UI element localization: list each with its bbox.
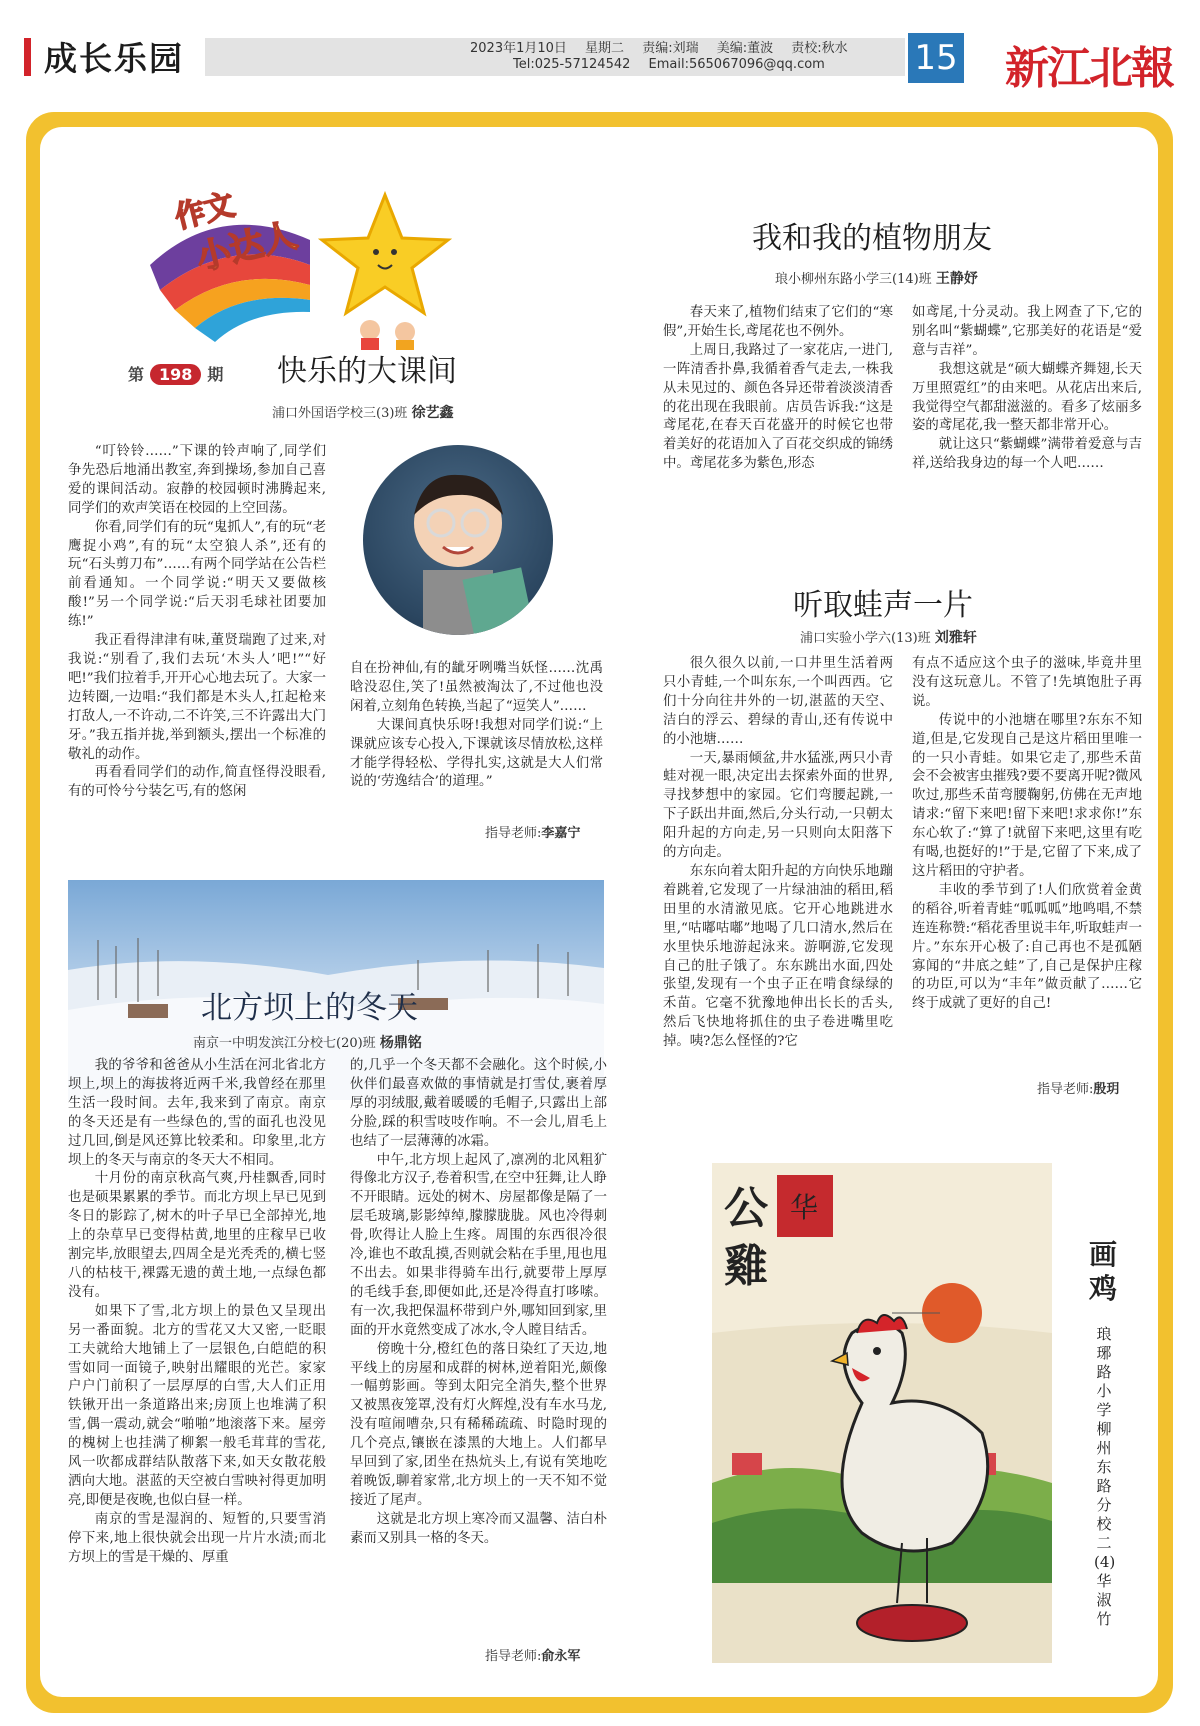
rooster-painting: [712, 1163, 1052, 1663]
seal-text: 华: [790, 1191, 819, 1224]
art-editor: 美编:董波: [716, 41, 774, 56]
issue-date: 2023年1月10日: [470, 41, 567, 56]
teacher-credit: 指导老师:殷玥: [1037, 1082, 1120, 1097]
article-byline: 浦口外国语学校三(3)班 徐艺鑫: [272, 405, 454, 421]
paragraph: 如果下了雪,北方坝上的景色又呈现出另一番面貌。北方的雪花又大又密,一眨眼工夫就给大地铺上了一层银色,白皑皑的积雪如同一面镜子,映射出耀眼的光芒。家家户户门前积了一层厚厚的白雪,大人们正用铁锹开出一条道路出来;房顶上也堆满了积雪,偶一震动,就会“啪啪”地滚落下来。屋旁的槐树上也挂满了柳絮一般毛茸茸的雪花,风一吹都成群结队散落下来,如天女散花般洒向大地。湛蓝的天空被白雪映衬得更加明亮,即便是夜晚,也似白昼一样。: [68, 1303, 326, 1508]
article-byline: 琅小柳州东路小学三(14)班 王静妤: [775, 271, 978, 287]
author-name: 徐艺鑫: [411, 405, 454, 421]
kid-figure-icon: [395, 322, 415, 342]
badge-title-line1: 作文: [171, 187, 239, 236]
contact-tel: Tel:025-57124542: [513, 57, 631, 72]
author-photo: [363, 445, 553, 635]
paragraph: 春天来了,植物们结束了它们的“寒假”,开始生长,鸢尾花也不例外。: [663, 305, 893, 339]
paragraph: 我正看得津津有味,董贤瑞跑了过来,对我说:“别看了,我们去玩‘木头人’吧!”“好吧!”我们拉着手,开开心心地去玩了。大家一边转圈,一边唱:“我们都是木头人,扛起枪来打敌人,一不许动,二不许笑,三不许露出大门牙。”我五指并拢,举到额头,摆出一个标准的敬礼的动作。: [68, 633, 326, 762]
author-name: 华淑竹: [1096, 1572, 1112, 1628]
paragraph: 很久很久以前,一口井里生活着两只小青蛙,一个叫东东,一个叫西西。它们十分向往井外的一切,湛蓝的天空、洁白的浮云、碧绿的青山,还有传说中的小池塘……: [663, 656, 893, 747]
paragraph: 有点不适应这个虫子的滋味,毕竟井里没有这玩意儿。不管了!先填饱肚子再说。: [912, 656, 1142, 709]
painting-inscription: 公雞: [724, 1183, 768, 1292]
article-column: [68, 1057, 326, 1662]
child-portrait-icon: [363, 445, 553, 635]
paragraph: 自在扮神仙,有的龇牙咧嘴当妖怪……沈禹晗没忍住,笑了!虽然被淘汰了,不过他也没闲着,立刻角色转换,当起了“逗笑人”……: [350, 661, 603, 714]
section-marker: [24, 38, 31, 76]
article-column: [350, 1057, 607, 1639]
article-column: [912, 655, 1142, 1079]
article-column: [350, 660, 603, 840]
paragraph: 中午,北方坝上起风了,凛冽的北风粗犷得像北方汉子,卷着积雪,在空中狂舞,让人睁不开眼睛。远处的树木、房屋都像是隔了一层毛玻璃,影影绰绰,朦朦胧胧。风也冷得刺骨,吹得让人脸上生疼。周围的东西很冷很冷,谁也不敢乱摸,否则就会粘在手里,甩也甩不出去。如果非得骑车出行,就要带上厚厚的毛线手套,即便如此,还是冷得直打哆嗦。有一次,我把保温杯带到户外,哪知回到家,里面的开水竟然变成了冰水,令人瞠目结舌。: [350, 1152, 607, 1338]
meta-line-top: [470, 37, 862, 56]
teacher-credit: 指导老师:李嘉宁: [485, 826, 581, 841]
editor: 责编:刘瑞: [642, 41, 699, 56]
paragraph: 传说中的小池塘在哪里?东东不知道,但是,它发现自己是这片稻田里唯一的一只小青蛙。如果它走了,那些禾苗会不会被害虫摧残?要不要离开呢?微风吹过,那些禾苗弯腰鞠躬,仿佛在无声地请求:“留下来吧!留下来吧!求求你!”东东心软了:“算了!就留下来吧,这里有吃有喝,也挺好的!”于是,它留了下来,成了这片稻田的守护者。: [912, 712, 1142, 879]
painting-title: 画鸡: [1088, 1238, 1117, 1305]
paragraph: 你看,同学们有的玩“鬼抓人”,有的玩“老鹰捉小鸡”,有的玩“太空狼人杀”,还有的玩“石头剪刀布”……有两个同学站在公告栏前看通知。一个同学说:“明天又要做核酸!”另一个同学说:“后天羽毛球社团要加练!”: [68, 519, 326, 630]
star-eye: [373, 249, 379, 255]
article-byline: 南京一中明发滨江分校七(20)班 杨鼎铭: [193, 1035, 422, 1051]
paragraph: 十月份的南京秋高气爽,丹桂飘香,同时也是硕果累累的季节。而北方坝上早已见到冬日的影踪了,树木的叶子早已全部掉光,地上的杂草早已变得枯黄,地里的庄稼早已收割完毕,放眼望去,四周全是光秃秃的,横七竖八的枯枝干,裸露无遗的黄土地,一点绿色都没有。: [68, 1171, 326, 1300]
article-title: 北方坝上的冬天: [201, 990, 418, 1026]
paragraph: 丰收的季节到了!人们欣赏着金黄的稻谷,听着青蛙“呱呱呱”地鸣唱,不禁连连称赞:“稻花香里说丰年,听取蛙声一片。”东东开心极了:自己再也不是孤陋寡闻的“井底之蛙”了,自己是保护庄稼的功臣,可以为“丰年”做贡献了……它终于成就了更好的自己!: [912, 882, 1142, 1012]
star-icon: [322, 195, 448, 313]
weekday: 星期二: [585, 41, 625, 56]
contact-email: Email:565067096@qq.com: [648, 57, 825, 72]
badge-title-line2: 小达人: [192, 215, 302, 279]
issue-number: 198: [150, 364, 201, 385]
paragraph: 再看看同学们的动作,简直怪得没眼看,有的可怜兮兮装乞丐,有的悠闲: [68, 765, 326, 800]
paragraph: 东东向着太阳升起的方向快乐地蹦着跳着,它发现了一片绿油油的稻田,稻田里的水清澈见底。它开心地跳进水里,“咕嘟咕嘟”地喝了几口清水,然后在水里快乐地游起泳来。游啊游,它发现自己的肚子饿了。东东跳出水面,四处张望,发现有一个虫子正在啃食绿绿的禾苗。它毫不犹豫地伸出长长的舌头,然后飞快地将抓住的虫子卷进嘴里吃掉。咦?怎么怪怪的?它: [663, 863, 893, 1050]
paragraph: 我的爷爷和爸爸从小生活在河北省北方坝上,坝上的海拔将近两千米,我曾经在那里生活一段时间。去年,我来到了南京。南京的冬天还是有一些绿色的,雪的面孔也没见过几回,倒是风还算比较柔和。印象里,北方坝上的冬天与南京的冬天大不相同。: [68, 1058, 326, 1168]
rooster-icon: [712, 1163, 1052, 1663]
article-column: [663, 304, 893, 518]
article-column: [912, 304, 1142, 518]
star-eye: [391, 249, 397, 255]
article-title: 快乐的大课间: [277, 354, 457, 389]
author-name: 杨鼎铭: [379, 1035, 422, 1051]
proofreader: 责校:秋水: [791, 41, 848, 56]
painting-byline: 琅琊路小学柳州东路分校二(4)华淑竹: [1094, 1325, 1116, 1628]
paragraph: 南京的雪是湿润的、短暂的,只要雪消停下来,地上很快就会出现一片片水渍;而北方坝上的雪是干燥的、厚重: [68, 1511, 326, 1565]
paragraph: 大课间真快乐呀!我想对同学们说:“上课就应该专心投入,下课就该尽情放松,这样才能学得轻松、学得扎实,这就是大人们常说的‘劳逸结合’的道理。”: [350, 717, 603, 790]
issue-label: 第 198 期: [128, 365, 224, 384]
teacher-credit: 指导老师:俞永军: [485, 1649, 581, 1664]
article-title: 听取蛙声一片: [793, 588, 973, 623]
section-title: 成长乐园: [44, 39, 184, 78]
paragraph: 这就是北方坝上寒冷而又温馨、洁白朴素而又别具一格的冬天。: [350, 1511, 607, 1546]
article-column: [663, 655, 893, 1098]
author-name: 王静妤: [935, 271, 978, 287]
article-column: [68, 443, 326, 859]
paragraph: 上周日,我路过了一家花店,一进门,一阵清香扑鼻,我循着香气走去,一株我从未见过的、颜色各异还带着淡淡清香的花出现在我眼前。店员告诉我:“这是鸢尾花,在春天百花盛开的时候它也带着美好的花语加入了百花交织成的锦绣中。鸢尾花多为紫色,形态: [663, 342, 893, 472]
column-badge: [140, 170, 455, 350]
meta-line-bottom: [513, 57, 839, 72]
newspaper-logo: 新江北報: [1005, 43, 1173, 94]
paragraph: 如鸢尾,十分灵动。我上网查了下,它的别名叫“紫蝴蝶”,它那美好的花语是“爱意与吉祥”。: [912, 305, 1142, 358]
author-name: 刘雅轩: [934, 630, 977, 646]
paragraph: 傍晚十分,橙红色的落日染红了天边,地平线上的房屋和成群的树林,逆着阳光,颇像一幅剪影画。等到太阳完全消失,整个世界又被黑夜笼罩,没有灯火辉煌,没有车水马龙,没有喧闹嘈杂,只有稀稀疏疏、时隐时现的几个亮点,镶嵌在漆黑的大地上。人们都早早回到了家,团坐在热炕头上,有说有笑地吃着晚饭,聊着家常,北方坝上的一天不知不觉接近了尾声。: [350, 1341, 607, 1508]
paragraph: 的,几乎一个冬天都不会融化。这个时候,小伙伴们最喜欢做的事情就是打雪仗,裹着厚厚的羽绒服,戴着暖暖的毛帽子,只露出上部分脸,踩的积雪吱吱作响。不一会儿,眉毛上也结了一层薄薄的冰霜。: [350, 1058, 607, 1149]
paragraph: 就让这只“紫蝴蝶”满带着爱意与吉祥,送给我身边的每一个人吧……: [912, 437, 1142, 472]
paragraph: 我想这就是“硕大蝴蝶齐舞翅,长天万里照霓红”的由来吧。从花店出来后,我觉得空气都甜滋滋的。看多了炫丽多姿的鸢尾花,我一整天都非常开心。: [912, 361, 1142, 434]
paragraph: “叮铃铃……”下课的铃声响了,同学们争先恐后地涌出教室,奔到操场,参加自己喜爱的课间活动。寂静的校园顿时沸腾起来,同学们的欢声笑语在校园的上空回荡。: [68, 444, 326, 516]
kid-figure-icon: [360, 320, 380, 340]
article-title: 我和我的植物朋友: [752, 221, 992, 256]
article-byline: 浦口实验小学六(13)班 刘雅轩: [800, 630, 977, 646]
paragraph: 一天,暴雨倾盆,井水猛涨,两只小青蛙对视一眼,决定出去探索外面的世界,寻找梦想中的家园。它们弯腰起跳,一下子跃出井面,然后,分头行动,一只朝太阳升起的方向走,另一只则向太阳落下的方向走。: [663, 750, 893, 861]
page-number: 15: [908, 33, 964, 83]
page-header: [0, 0, 1200, 100]
